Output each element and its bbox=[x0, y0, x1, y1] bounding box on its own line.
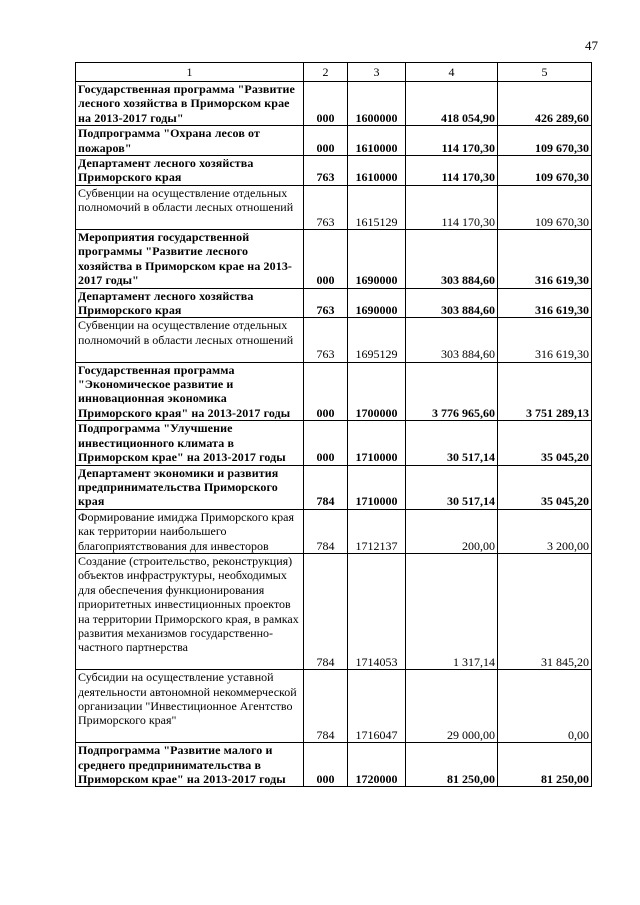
row-grbs-cell: 763 bbox=[304, 318, 348, 362]
row-amount-2-cell: 109 670,30 bbox=[498, 185, 592, 229]
row-grbs-cell: 784 bbox=[304, 553, 348, 669]
row-csr-cell: 1690000 bbox=[348, 288, 406, 318]
row-amount-2-cell: 31 845,20 bbox=[498, 553, 592, 669]
row-grbs-cell: 000 bbox=[304, 743, 348, 787]
row-name-cell: Мероприятия государственной программы "Развитие лесного хозяйства в Приморском крае на 2013-2017 годы" bbox=[76, 230, 304, 289]
row-csr-cell: 1700000 bbox=[348, 362, 406, 421]
row-amount-2-cell: 35 045,20 bbox=[498, 421, 592, 465]
row-grbs-cell: 000 bbox=[304, 82, 348, 126]
row-amount-1-cell: 30 517,14 bbox=[406, 465, 498, 509]
column-header-amount-1: 4 bbox=[406, 63, 498, 82]
row-grbs-cell: 000 bbox=[304, 230, 348, 289]
row-name-cell: Подпрограмма "Охрана лесов от пожаров" bbox=[76, 126, 304, 156]
row-csr-cell: 1610000 bbox=[348, 156, 406, 186]
row-csr-cell: 1714053 bbox=[348, 553, 406, 669]
row-name-cell: Подпрограмма "Развитие малого и среднего предпринимательства в Приморском крае" на 2013-2017 годы bbox=[76, 743, 304, 787]
row-amount-1-cell: 30 517,14 bbox=[406, 421, 498, 465]
row-grbs-cell: 763 bbox=[304, 288, 348, 318]
row-name-cell: Департамент лесного хозяйства Приморского края bbox=[76, 288, 304, 318]
budget-table bbox=[75, 62, 592, 787]
row-csr-cell: 1695129 bbox=[348, 318, 406, 362]
row-name-cell: Государственная программа "Развитие лесного хозяйства в Приморском крае на 2013-2017 годы" bbox=[76, 82, 304, 126]
row-amount-1-cell: 114 170,30 bbox=[406, 185, 498, 229]
table-row bbox=[76, 465, 592, 509]
column-header-amount-2: 5 bbox=[498, 63, 592, 82]
row-csr-cell: 1712137 bbox=[348, 509, 406, 553]
row-amount-2-cell: 3 200,00 bbox=[498, 509, 592, 553]
table-row bbox=[76, 82, 592, 126]
row-amount-1-cell: 114 170,30 bbox=[406, 126, 498, 156]
column-header-name: 1 bbox=[76, 63, 304, 82]
row-grbs-cell: 000 bbox=[304, 421, 348, 465]
row-grbs-cell: 784 bbox=[304, 465, 348, 509]
row-grbs-cell: 784 bbox=[304, 670, 348, 743]
table-row bbox=[76, 421, 592, 465]
row-amount-1-cell: 200,00 bbox=[406, 509, 498, 553]
row-amount-1-cell: 3 776 965,60 bbox=[406, 362, 498, 421]
table-row bbox=[76, 509, 592, 553]
table-row bbox=[76, 553, 592, 669]
row-amount-1-cell: 29 000,00 bbox=[406, 670, 498, 743]
row-grbs-cell: 784 bbox=[304, 509, 348, 553]
row-amount-1-cell: 81 250,00 bbox=[406, 743, 498, 787]
row-amount-1-cell: 1 317,14 bbox=[406, 553, 498, 669]
row-amount-1-cell: 114 170,30 bbox=[406, 156, 498, 186]
row-csr-cell: 1716047 bbox=[348, 670, 406, 743]
page-number: 47 bbox=[585, 38, 598, 53]
row-amount-2-cell: 35 045,20 bbox=[498, 465, 592, 509]
row-name-cell: Департамент лесного хозяйства Приморского края bbox=[76, 156, 304, 186]
row-amount-1-cell: 303 884,60 bbox=[406, 230, 498, 289]
row-amount-2-cell: 316 619,30 bbox=[498, 288, 592, 318]
row-csr-cell: 1690000 bbox=[348, 230, 406, 289]
row-name-cell: Создание (строительство, реконструкция) объектов инфраструктуры, необходимых для обеспечения функционирования приоритетных инвестиционных проектов на территории Приморского края, в рамках развития механизмов государственно-частного партнерства bbox=[76, 553, 304, 669]
row-grbs-cell: 763 bbox=[304, 185, 348, 229]
row-amount-1-cell: 303 884,60 bbox=[406, 318, 498, 362]
table-header-row bbox=[76, 63, 592, 82]
table-row bbox=[76, 156, 592, 186]
row-name-cell: Субвенции на осуществление отдельных полномочий в области лесных отношений bbox=[76, 318, 304, 362]
table-row bbox=[76, 288, 592, 318]
row-grbs-cell: 000 bbox=[304, 362, 348, 421]
row-amount-2-cell: 426 289,60 bbox=[498, 82, 592, 126]
table-row bbox=[76, 318, 592, 362]
row-amount-2-cell: 109 670,30 bbox=[498, 126, 592, 156]
table-row bbox=[76, 126, 592, 156]
row-amount-2-cell: 316 619,30 bbox=[498, 318, 592, 362]
row-name-cell: Формирование имиджа Приморского края как территории наибольшего благоприятствования для инвесторов bbox=[76, 509, 304, 553]
row-name-cell: Субсидии на осуществление уставной деятельности автономной некоммерческой организации "Инвестиционное Агентство Приморского края" bbox=[76, 670, 304, 743]
table-row bbox=[76, 670, 592, 743]
table-row bbox=[76, 743, 592, 787]
row-amount-1-cell: 303 884,60 bbox=[406, 288, 498, 318]
row-name-cell: Подпрограмма "Улучшение инвестиционного климата в Приморском крае" на 2013-2017 годы bbox=[76, 421, 304, 465]
row-amount-2-cell: 316 619,30 bbox=[498, 230, 592, 289]
row-name-cell: Государственная программа "Экономическое развитие и инновационная экономика Приморского края" на 2013-2017 годы bbox=[76, 362, 304, 421]
row-amount-1-cell: 418 054,90 bbox=[406, 82, 498, 126]
row-amount-2-cell: 109 670,30 bbox=[498, 156, 592, 186]
row-csr-cell: 1615129 bbox=[348, 185, 406, 229]
column-header-grbs: 2 bbox=[304, 63, 348, 82]
row-csr-cell: 1710000 bbox=[348, 421, 406, 465]
table-row bbox=[76, 362, 592, 421]
column-header-csr: 3 bbox=[348, 63, 406, 82]
row-csr-cell: 1610000 bbox=[348, 126, 406, 156]
row-amount-2-cell: 81 250,00 bbox=[498, 743, 592, 787]
row-name-cell: Департамент экономики и развития предпринимательства Приморского края bbox=[76, 465, 304, 509]
row-grbs-cell: 000 bbox=[304, 126, 348, 156]
row-amount-2-cell: 0,00 bbox=[498, 670, 592, 743]
row-grbs-cell: 763 bbox=[304, 156, 348, 186]
row-name-cell: Субвенции на осуществление отдельных полномочий в области лесных отношений bbox=[76, 185, 304, 229]
table-row bbox=[76, 230, 592, 289]
row-csr-cell: 1710000 bbox=[348, 465, 406, 509]
row-csr-cell: 1600000 bbox=[348, 82, 406, 126]
row-csr-cell: 1720000 bbox=[348, 743, 406, 787]
row-amount-2-cell: 3 751 289,13 bbox=[498, 362, 592, 421]
table-row bbox=[76, 185, 592, 229]
